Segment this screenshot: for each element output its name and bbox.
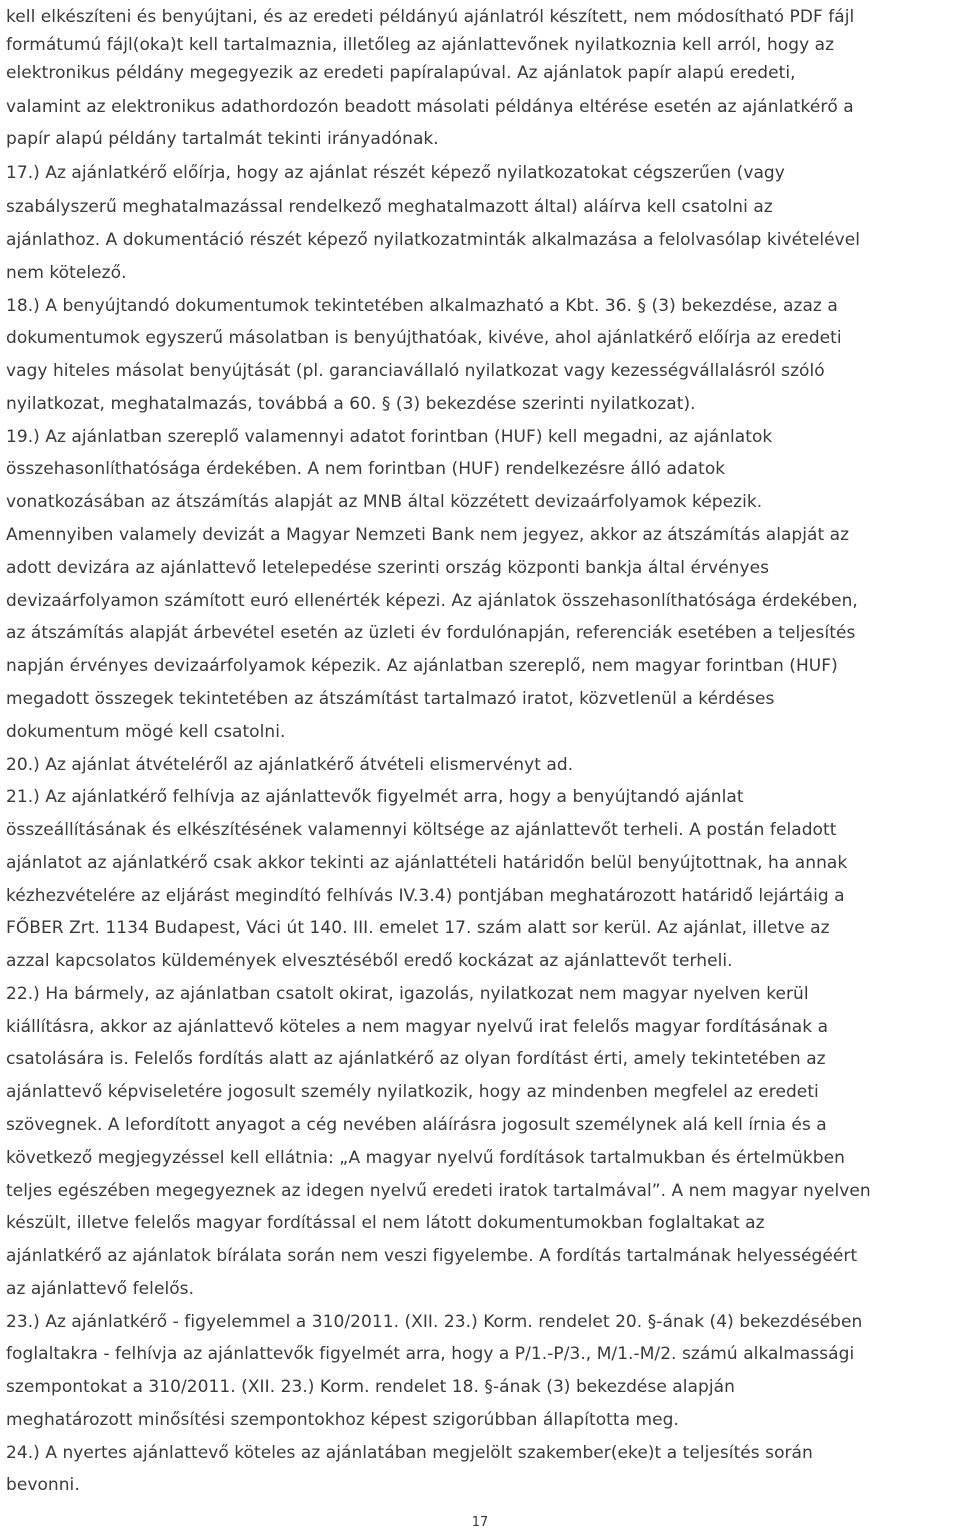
body-text-line: napján érvényes devizaárfolyamok képezik. Az ajánlatban szereplő, nem magyar forintban (HUF) [6,656,838,676]
body-text-line: megadott összegek tekintetében az átszámítást tartalmazó iratot, közvetlenül a kérdéses [6,689,775,709]
body-text-line: adott devizára az ajánlattevő letelepedése szerinti ország központi bankja által érvényes [6,558,770,578]
body-text-line: dokumentum mögé kell csatolni. [6,722,286,742]
body-text-line: formátumú fájl(oka)t kell tartalmaznia, illetőleg az ajánlattevőnek nyilatkoznia kell arról, hogy az [6,35,835,55]
body-text-line: vagy hiteles másolat benyújtását (pl. garanciavállaló nyilatkozat vagy kezességvállalásról szóló [6,361,825,381]
body-text-line: ajánlatkérő az ajánlatok bírálata során nem veszi figyelembe. A fordítás tartalmának helyességéért [6,1246,858,1266]
body-text-line: elektronikus példány megegyezik az eredeti papíralapúval. Az ajánlatok papír alapú eredeti, [6,63,796,83]
body-text-line: következő megjegyzéssel kell ellátnia: „A magyar nyelvű fordítások tartalmukban és értelmükben [6,1148,845,1168]
body-text-line: szempontokat a 310/2011. (XII. 23.) Korm. rendelet 18. §-ának (3) bekezdése alapján [6,1377,735,1397]
body-text-line: az átszámítás alapját árbevétel esetén az üzleti év fordulónapján, referenciák esetében a teljesítés [6,623,856,643]
body-text-line: szövegnek. A lefordított anyagot a cég nevében aláírásra jogosult személynek alá kell írnia és a [6,1115,827,1135]
body-text-line: meghatározott minősítési szempontokhoz képest szigorúbban állapította meg. [6,1410,679,1430]
body-text-line: FŐBER Zrt. 1134 Budapest, Váci út 140. III. emelet 17. szám alatt sor kerül. Az ajánlat, illetve az [6,918,830,938]
body-text-line: 24.) A nyertes ajánlattevő köteles az ajánlatában megjelölt szakember(eke)t a teljesítés során [6,1443,813,1463]
body-text-line: ajánlathoz. A dokumentáció részét képező nyilatkozatminták alkalmazása a felolvasólap kivételével [6,230,861,250]
body-text-line: bevonni. [6,1475,80,1495]
body-text-line: vonatkozásában az átszámítás alapját az MNB által közzétett devizaárfolyamok képezik. [6,492,763,512]
body-text-line: összeállításának és elkészítésének valamennyi költsége az ajánlattevőt terheli. A postán feladott [6,820,837,840]
body-text-line: az ajánlattevő felelős. [6,1279,195,1299]
body-text-line: kézhezvételére az eljárást megindító felhívás IV.3.4) pontjában meghatározott határidő lejártáig a [6,886,845,906]
body-text-line: nyilatkozat, meghatalmazás, továbbá a 60. § (3) bekezdése szerinti nyilatkozat). [6,394,696,414]
body-text-line: kell elkészíteni és benyújtani, és az eredeti példányú ajánlatról készített, nem módosítható PDF fájl [6,7,855,27]
body-text-line: 23.) Az ajánlatkérő - figyelemmel a 310/2011. (XII. 23.) Korm. rendelet 20. §-ának (4) bekezdésében [6,1312,863,1332]
body-text-line: 18.) A benyújtandó dokumentumok tekintetében alkalmazható a Kbt. 36. § (3) bekezdése, azaz a [6,296,838,316]
body-text-line: ajánlatot az ajánlatkérő csak akkor tekinti az ajánlattételi határidőn belül benyújtottnak, ha annak [6,853,848,873]
body-text-line: teljes egészében megegyeznek az idegen nyelvű eredeti iratok tartalmával”. A nem magyar nyelven [6,1181,871,1201]
body-text-line: valamint az elektronikus adathordozón beadott másolati példánya eltérése esetén az ajánlatkérő a [6,97,854,117]
body-text-line: összehasonlíthatósága érdekében. A nem forintban (HUF) rendelkezésre álló adatok [6,459,726,479]
body-text-line: 20.) Az ajánlat átvételéről az ajánlatkérő átvételi elismervényt ad. [6,755,574,775]
body-text-line: 19.) Az ajánlatban szereplő valamennyi adatot forintban (HUF) kell megadni, az ajánlatok [6,427,773,447]
body-text-line: nem kötelező. [6,263,127,283]
body-text-line: Amennyiben valamely devizát a Magyar Nemzeti Bank nem jegyez, akkor az átszámítás alapját az [6,525,850,545]
body-text-line: foglaltakra - felhívja az ajánlattevők figyelmét arra, hogy a P/1.-P/3., M/1.-M/2. számú alkalmassági [6,1344,855,1364]
page-number: 17 [471,1515,489,1530]
body-text-line: szabályszerű meghatalmazással rendelkező meghatalmazott által) aláírva kell csatolni az [6,197,773,217]
body-text-line: 21.) Az ajánlatkérő felhívja az ajánlattevők figyelmét arra, hogy a benyújtandó ajánlat [6,787,744,807]
body-text-line: dokumentumok egyszerű másolatban is benyújthatóak, kivéve, ahol ajánlatkérő előírja az eredeti [6,328,842,348]
body-text-line: 22.) Ha bármely, az ajánlatban csatolt okirat, igazolás, nyilatkozat nem magyar nyelven kerül [6,984,809,1004]
body-text-line: ajánlattevő képviseletére jogosult személy nyilatkozik, hogy az mindenben megfelel az eredeti [6,1082,819,1102]
body-text-line: 17.) Az ajánlatkérő előírja, hogy az ajánlat részét képező nyilatkozatokat cégszerűen (vagy [6,163,785,183]
body-text-line: kiállításra, akkor az ajánlattevő köteles a nem magyar nyelvű irat felelős magyar fordításának a [6,1017,829,1037]
body-text-line: papír alapú példány tartalmát tekinti irányadónak. [6,129,439,149]
body-text-line: készült, illetve felelős magyar fordítással el nem látott dokumentumokban foglaltakat az [6,1213,765,1233]
body-text-line: devizaárfolyamon számított euró ellenérték képezi. Az ajánlatok összehasonlíthatósága érdekében, [6,591,858,611]
body-text-line: azzal kapcsolatos küldemények elvesztéséből eredő kockázat az ajánlattevőt terheli. [6,951,733,971]
body-text-line: csatolására is. Felelős fordítás alatt az ajánlatkérő az olyan fordítást érti, amely tekintetében az [6,1049,826,1069]
